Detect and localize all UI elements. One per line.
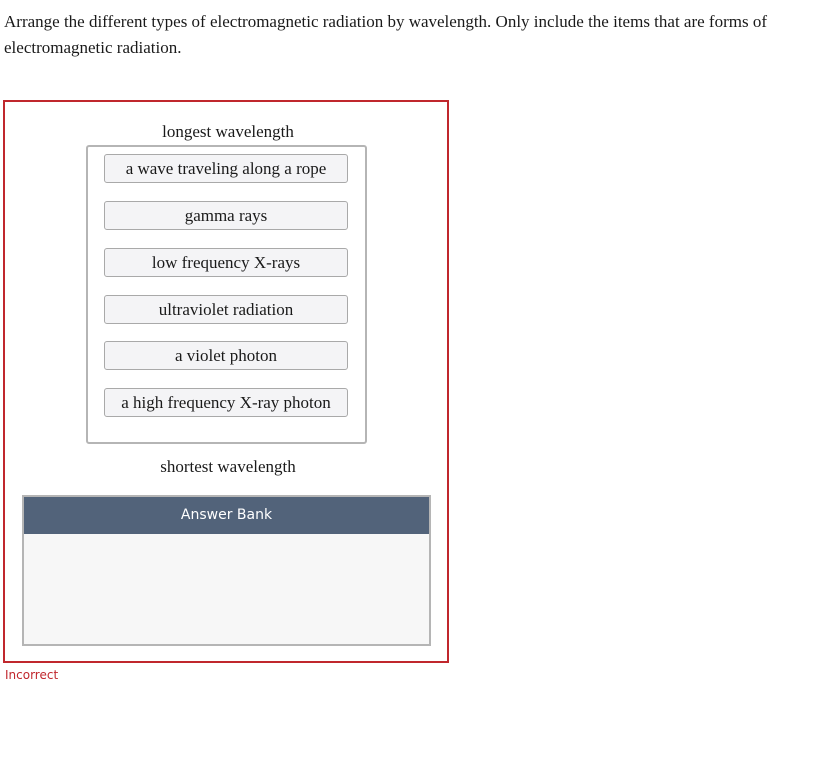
ranking-item[interactable]: low frequency X-rays <box>104 248 348 277</box>
longest-wavelength-label: longest wavelength <box>162 122 294 141</box>
answer-bank[interactable] <box>22 495 431 646</box>
incorrect-status: Incorrect <box>5 668 59 682</box>
answer-bank-header: Answer Bank <box>24 497 429 534</box>
ranking-item[interactable]: gamma rays <box>104 201 348 230</box>
ranking-item[interactable]: a wave traveling along a rope <box>104 154 348 183</box>
ranking-item[interactable]: a violet photon <box>104 341 348 370</box>
ranking-drop-zone[interactable] <box>86 145 367 444</box>
shortest-wavelength-label: shortest wavelength <box>160 457 296 476</box>
ranking-item[interactable]: a high frequency X-ray photon <box>104 388 348 417</box>
ranking-item[interactable]: ultraviolet radiation <box>104 295 348 324</box>
question-text: Arrange the different types of electromagnetic radiation by wavelength. Only include the items that are forms of electromagnetic radiation. <box>4 12 767 57</box>
ranking-question-frame <box>3 100 449 663</box>
